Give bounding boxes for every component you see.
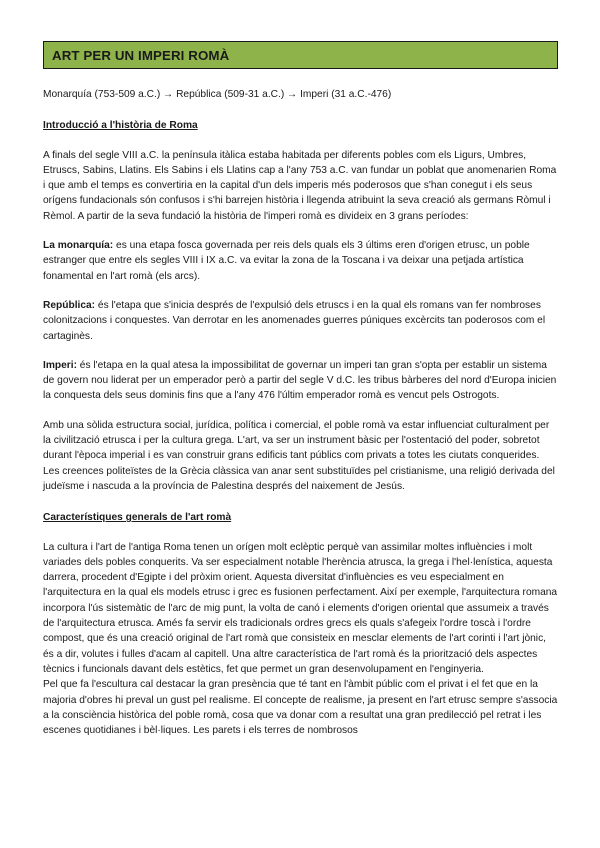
page-title: ART PER UN IMPERI ROMÀ bbox=[52, 47, 230, 63]
sculpture-paragraph: Pel que fa l'escultura cal destacar la gran presència que té tant en l'àmbit públic com el privat i el fet que en la majoria d'obres hi preval un gust pel realisme. El concepte de realisme, ja present en l'art etrusc sempre s'associa a la consciència històrica del poble romà, cosa que va donar com a resultat una gran predilecció pel retrat i les escenes quotidianes i bèl·liques. Les parets i els terres de nombrosos bbox=[43, 679, 558, 737]
republica-label: República: bbox=[43, 299, 96, 311]
imperi-label: Imperi: bbox=[43, 359, 77, 371]
monarquia-paragraph bbox=[43, 238, 558, 284]
section-heading-introduction: Introducció a l'història de Roma bbox=[43, 120, 198, 132]
republica-paragraph bbox=[43, 298, 558, 344]
timeline-line: Monarquía (753-509 a.C.) → República (509-31 a.C.) → Imperi (31 a.C.-476) bbox=[43, 89, 392, 100]
title-banner bbox=[43, 41, 558, 69]
document-page bbox=[43, 41, 558, 738]
section-heading-characteristics: Característiques generals de l'art romà bbox=[43, 512, 232, 524]
imperi-paragraph bbox=[43, 358, 558, 404]
characteristics-paragraph: La cultura i l'art de l'antiga Roma tenen un orígen molt eclèptic perquè van assimilar moltes influències i molt variades dels pobles conquerits. Va ser especialment notable l'herència atrusca, la grega i l'hel·lenística, aquesta darrera, procedent d'Egipte i del pròxim orient. Aquesta diversitat d'influències es veu especialment en l'arquitectura en la qual els models etrusc i grec es fusionen perfectament. Així per exemple, l'arquitectura romana incorpora l'ús sistemàtic de l'arc de mig punt, la volta de canó i elements d'origen oriental que assumeix a través de l'arquitectura etrusca. Amés fa servir els tradicionals ordres grecs els quals s'afegeix l'ordre toscà i l'ordre compost, que és una creació original de l'art romà que consisteix en mesclar elements de l'art corinti i l'art jònic, és a dir, volutes i fulles d'acam al capitell. Una altre característica de l'art romà és la priorització dels aspectes tècnics i funcionals davant dels estètics, fet que permet un gran desenvolupament en l'enginyeria. bbox=[43, 541, 558, 675]
imperi-text: és l'etapa en la qual atesa la impossibilitat de governar un imperi tan gran s'opta per establir un sistema de govern nou liderat per un emperador però a partir del segle V d.C. les tribus bàrberes del nord d'Europa inicien la conquesta dels seus dominis fins que a l'any 476 l'últim emperador romà es vencut pels Ostrogots. bbox=[43, 359, 557, 402]
monarquia-label: La monarquía: bbox=[43, 240, 114, 252]
republica-text: és l'etapa que s'inicia després de l'expulsió dels etruscs i en la qual els romans van fer nombroses colonitzacions i conquestes. Van derrotar en les anomenades guerres púniques excèrcits tan poderosos com el cartaginès. bbox=[43, 299, 546, 342]
closing-paragraph: Amb una sòlida estructura social, jurídica, política i comercial, el poble romà va estar influenciat culturalment per la civilització etrusca i per la cultura grega. L'art, va ser un instrument bàsic per l'ostentació del poder, sobretot durant l'època imperial i es van construir grans edificis tant públics com privats a totes les ciutats conquerides. Les creences politeïstes de la Grècia clàssica van anar sent substituïdes pel cristianisme, una religió derivada del judeïsme i nascuda a la província de Palestina després del naixement de Jesús. bbox=[43, 419, 555, 492]
monarquia-text: es una etapa fosca governada per reis dels quals els 3 últims eren d'origen etrusc, un poble estranger que entre els segles VIII i IX a.C. va evitar la zona de la Toscana i va deixar una petjada artística fonamental en l'art romà (els arcs). bbox=[43, 240, 530, 282]
intro-paragraph: A finals del segle VIII a.C. la península itàlica estaba habitada per diferents pobles com els Ligurs, Umbres, Etruscs, Sabins, Llatins. Els Sabins i els Llatins cap a l'any 753 a.C. van fundar un poblat que anomenarien Roma i que amb el temps es convertiria en la capital d'un dels imperis més poderosos que s'han conegut i els seus orígens fundacionals són confusos i s'hi barrejen història i llegenda atribuint la seva creació als germans Ròmul i Rèmol. A partir de la seva fundació la història de l'imperi romà es divideix en 3 grans períodes: bbox=[43, 149, 557, 222]
